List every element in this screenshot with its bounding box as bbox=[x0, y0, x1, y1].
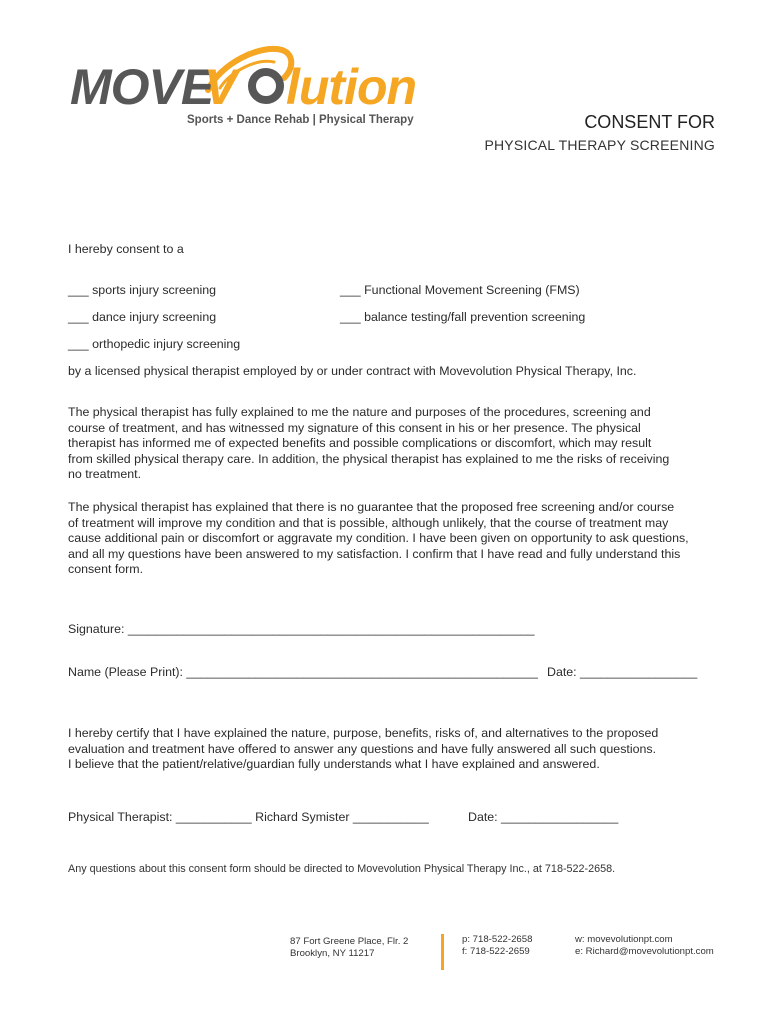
questions-contact-note: Any questions about this consent form should be directed to Movevolution Physical Therapy Inc., at 718-522-2658. bbox=[68, 863, 616, 875]
paragraph-line: therapist has informed me of expected benefits and possible complications or discomfort, which may result bbox=[68, 436, 652, 450]
option-balance-testing-screening[interactable]: ___ balance testing/fall prevention screening bbox=[340, 310, 586, 324]
signature-field[interactable]: Signature: ___________________________________________________________ bbox=[68, 622, 535, 636]
footer-divider bbox=[441, 934, 444, 970]
licensed-therapist-statement: by a licensed physical therapist employed by or under contract with Movevolution Physical Therapy, Inc. bbox=[68, 364, 637, 378]
option-dance-injury-screening[interactable]: ___ dance injury screening bbox=[68, 310, 217, 324]
paragraph-line: and all my questions have been answered to my satisfaction. I confirm that I have read and fully understand this bbox=[68, 546, 681, 561]
footer-fax: f: 718-522-2659 bbox=[462, 946, 530, 957]
footer-address-line1: 87 Fort Greene Place, Flr. 2 bbox=[290, 936, 409, 947]
therapist-date-field[interactable]: Date: _________________ bbox=[468, 810, 619, 824]
logo-tagline: Sports + Dance Rehab | Physical Therapy bbox=[187, 114, 414, 126]
logo-graphic bbox=[70, 44, 450, 114]
footer-website-link[interactable]: w: movevolutionpt.com bbox=[575, 934, 673, 945]
option-orthopedic-injury-screening[interactable]: ___ orthopedic injury screening bbox=[68, 337, 241, 351]
paragraph-line: I hereby certify that I have explained the nature, purpose, benefits, risks of, and alternatives to the proposed bbox=[68, 726, 659, 740]
option-functional-movement-screening[interactable]: ___ Functional Movement Screening (FMS) bbox=[340, 283, 580, 297]
paragraph-line: I believe that the patient/relative/guardian fully understands what I have explained and answered. bbox=[68, 757, 600, 771]
patient-date-field[interactable]: Date: _________________ bbox=[547, 665, 698, 679]
therapist-certification bbox=[68, 726, 728, 773]
form-title: CONSENT FOR bbox=[584, 112, 715, 132]
footer-phone: p: 718-522-2658 bbox=[462, 934, 533, 945]
option-sports-injury-screening[interactable]: ___ sports injury screening bbox=[68, 283, 217, 297]
paragraph-line: course of treatment, and has witnessed my signature of this consent in his or her presence. The physical bbox=[68, 420, 641, 435]
explanation-paragraph bbox=[68, 405, 728, 483]
paragraph-line: The physical therapist has explained that there is no guarantee that the proposed free screening and/or course bbox=[68, 500, 675, 514]
physical-therapist-field[interactable]: Physical Therapist: ___________ Richard Symister ___________ bbox=[68, 810, 429, 824]
footer-email-link[interactable]: e: Richard@movevolutionpt.com bbox=[575, 946, 714, 957]
paragraph-line: consent form. bbox=[68, 562, 144, 576]
form-subtitle: PHYSICAL THERAPY SCREENING bbox=[484, 137, 715, 153]
svg-text:lution: lution bbox=[286, 59, 417, 114]
paragraph-line: evaluation and treatment have offered to answer any questions and have fully answered all such questions. bbox=[68, 741, 657, 756]
paragraph-line: of treatment will improve my condition and that is possible, although unlikely, that the course of treatment may bbox=[68, 515, 669, 530]
svg-text:MOVE: MOVE bbox=[70, 59, 214, 114]
footer-address-line2: Brooklyn, NY 11217 bbox=[290, 948, 375, 959]
guarantee-paragraph bbox=[68, 500, 733, 578]
paragraph-line: from skilled physical therapy care. In addition, the physical therapist has explained to me the risks of receiving bbox=[68, 451, 670, 466]
consent-intro: I hereby consent to a bbox=[68, 242, 184, 256]
svg-text:V: V bbox=[204, 59, 238, 114]
paragraph-line: cause additional pain or discomfort or aggravate my condition. I have been given on opportunity to ask questions, bbox=[68, 531, 689, 545]
name-print-field[interactable]: Name (Please Print): ___________________________________________________ bbox=[68, 665, 538, 679]
paragraph-line: The physical therapist has fully explained to me the nature and purposes of the procedures, screening and bbox=[68, 405, 651, 419]
paragraph-line: no treatment. bbox=[68, 467, 142, 481]
